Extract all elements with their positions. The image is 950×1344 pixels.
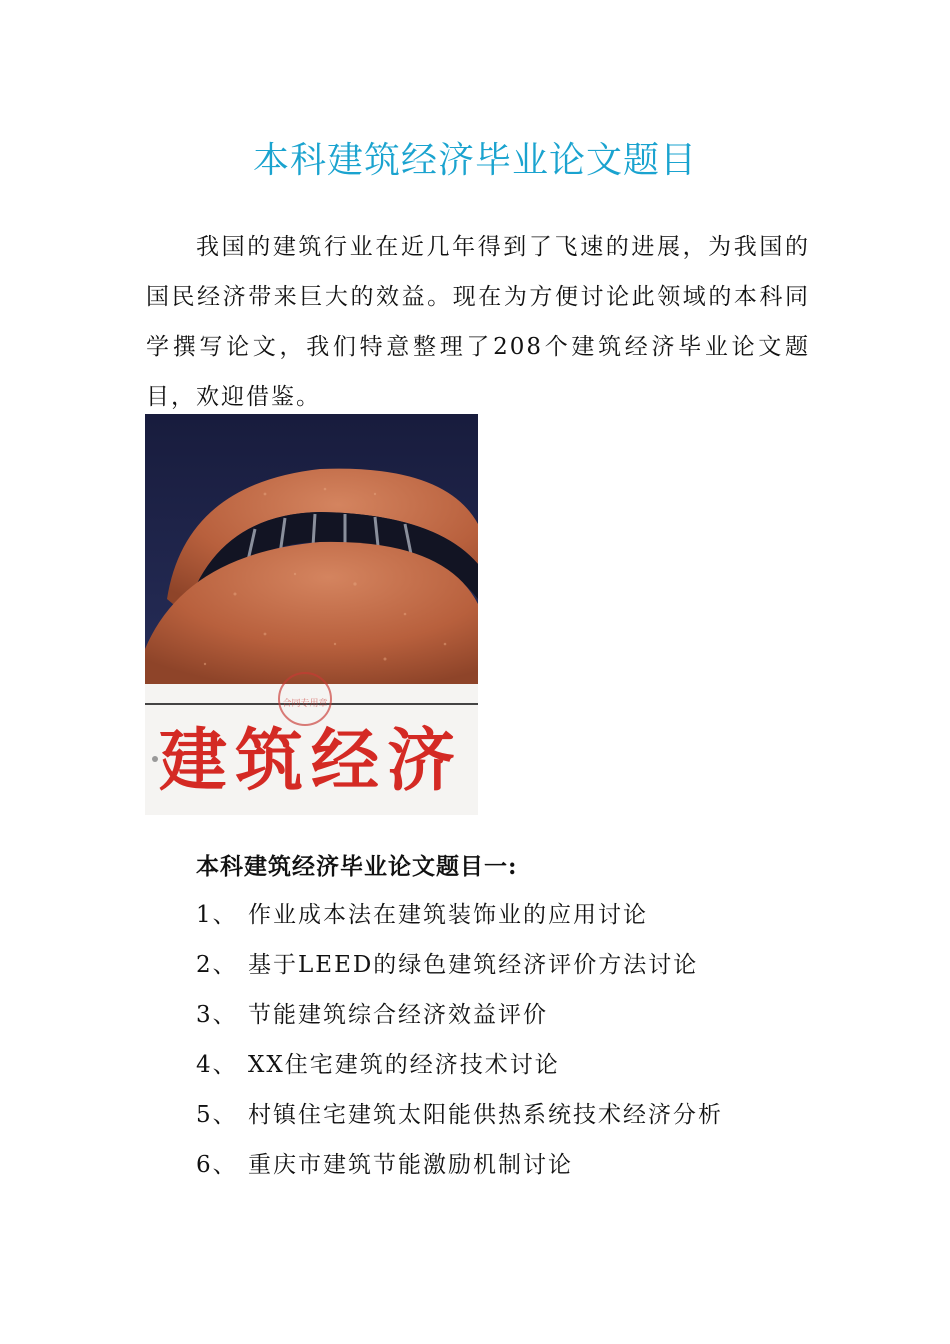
list-item: [196, 940, 836, 990]
list-item-text: 基于LEED的绿色建筑经济评价方法讨论: [248, 952, 699, 978]
list-item-number: 6、: [196, 1152, 238, 1178]
page-title: 本科建筑经济毕业论文题目: [252, 140, 697, 181]
list-item: [196, 990, 836, 1040]
topic-list: [196, 890, 836, 1190]
list-item-text: XX住宅建筑的经济技术讨论: [248, 1052, 560, 1078]
list-item-number: 1、: [196, 902, 238, 928]
list-item-text: 村镇住宅建筑太阳能供热系统技术经济分析: [248, 1102, 723, 1128]
intro-paragraph: 我国的建筑行业在近几年得到了飞速的进展，为我国的国民经济带来巨大的效益。现在为方便讨论此领域的本科同学撰写论文，我们特意整理了208个建筑经济毕业论文题目，欢迎借鉴。: [146, 234, 810, 410]
list-item: [196, 1040, 836, 1090]
list-item-text: 重庆市建筑节能激励机制讨论: [248, 1152, 573, 1178]
list-item: [196, 1140, 836, 1190]
svg-text:合同专用章: 合同专用章: [282, 699, 328, 709]
section-heading: 本科建筑经济毕业论文题目一:: [196, 853, 518, 880]
binding-hole: [152, 756, 158, 762]
list-item-number: 5、: [196, 1102, 238, 1128]
list-item-number: 4、: [196, 1052, 238, 1078]
cover-image: [145, 414, 478, 815]
list-item-number: 3、: [196, 1002, 238, 1028]
list-item-number: 2、: [196, 952, 238, 978]
list-item: [196, 1090, 836, 1140]
cover-title: 建筑经济: [158, 721, 464, 801]
list-item: [196, 890, 836, 940]
list-item-text: 节能建筑综合经济效益评价: [248, 1002, 548, 1028]
list-item-text: 作业成本法在建筑装饰业的应用讨论: [248, 902, 648, 928]
